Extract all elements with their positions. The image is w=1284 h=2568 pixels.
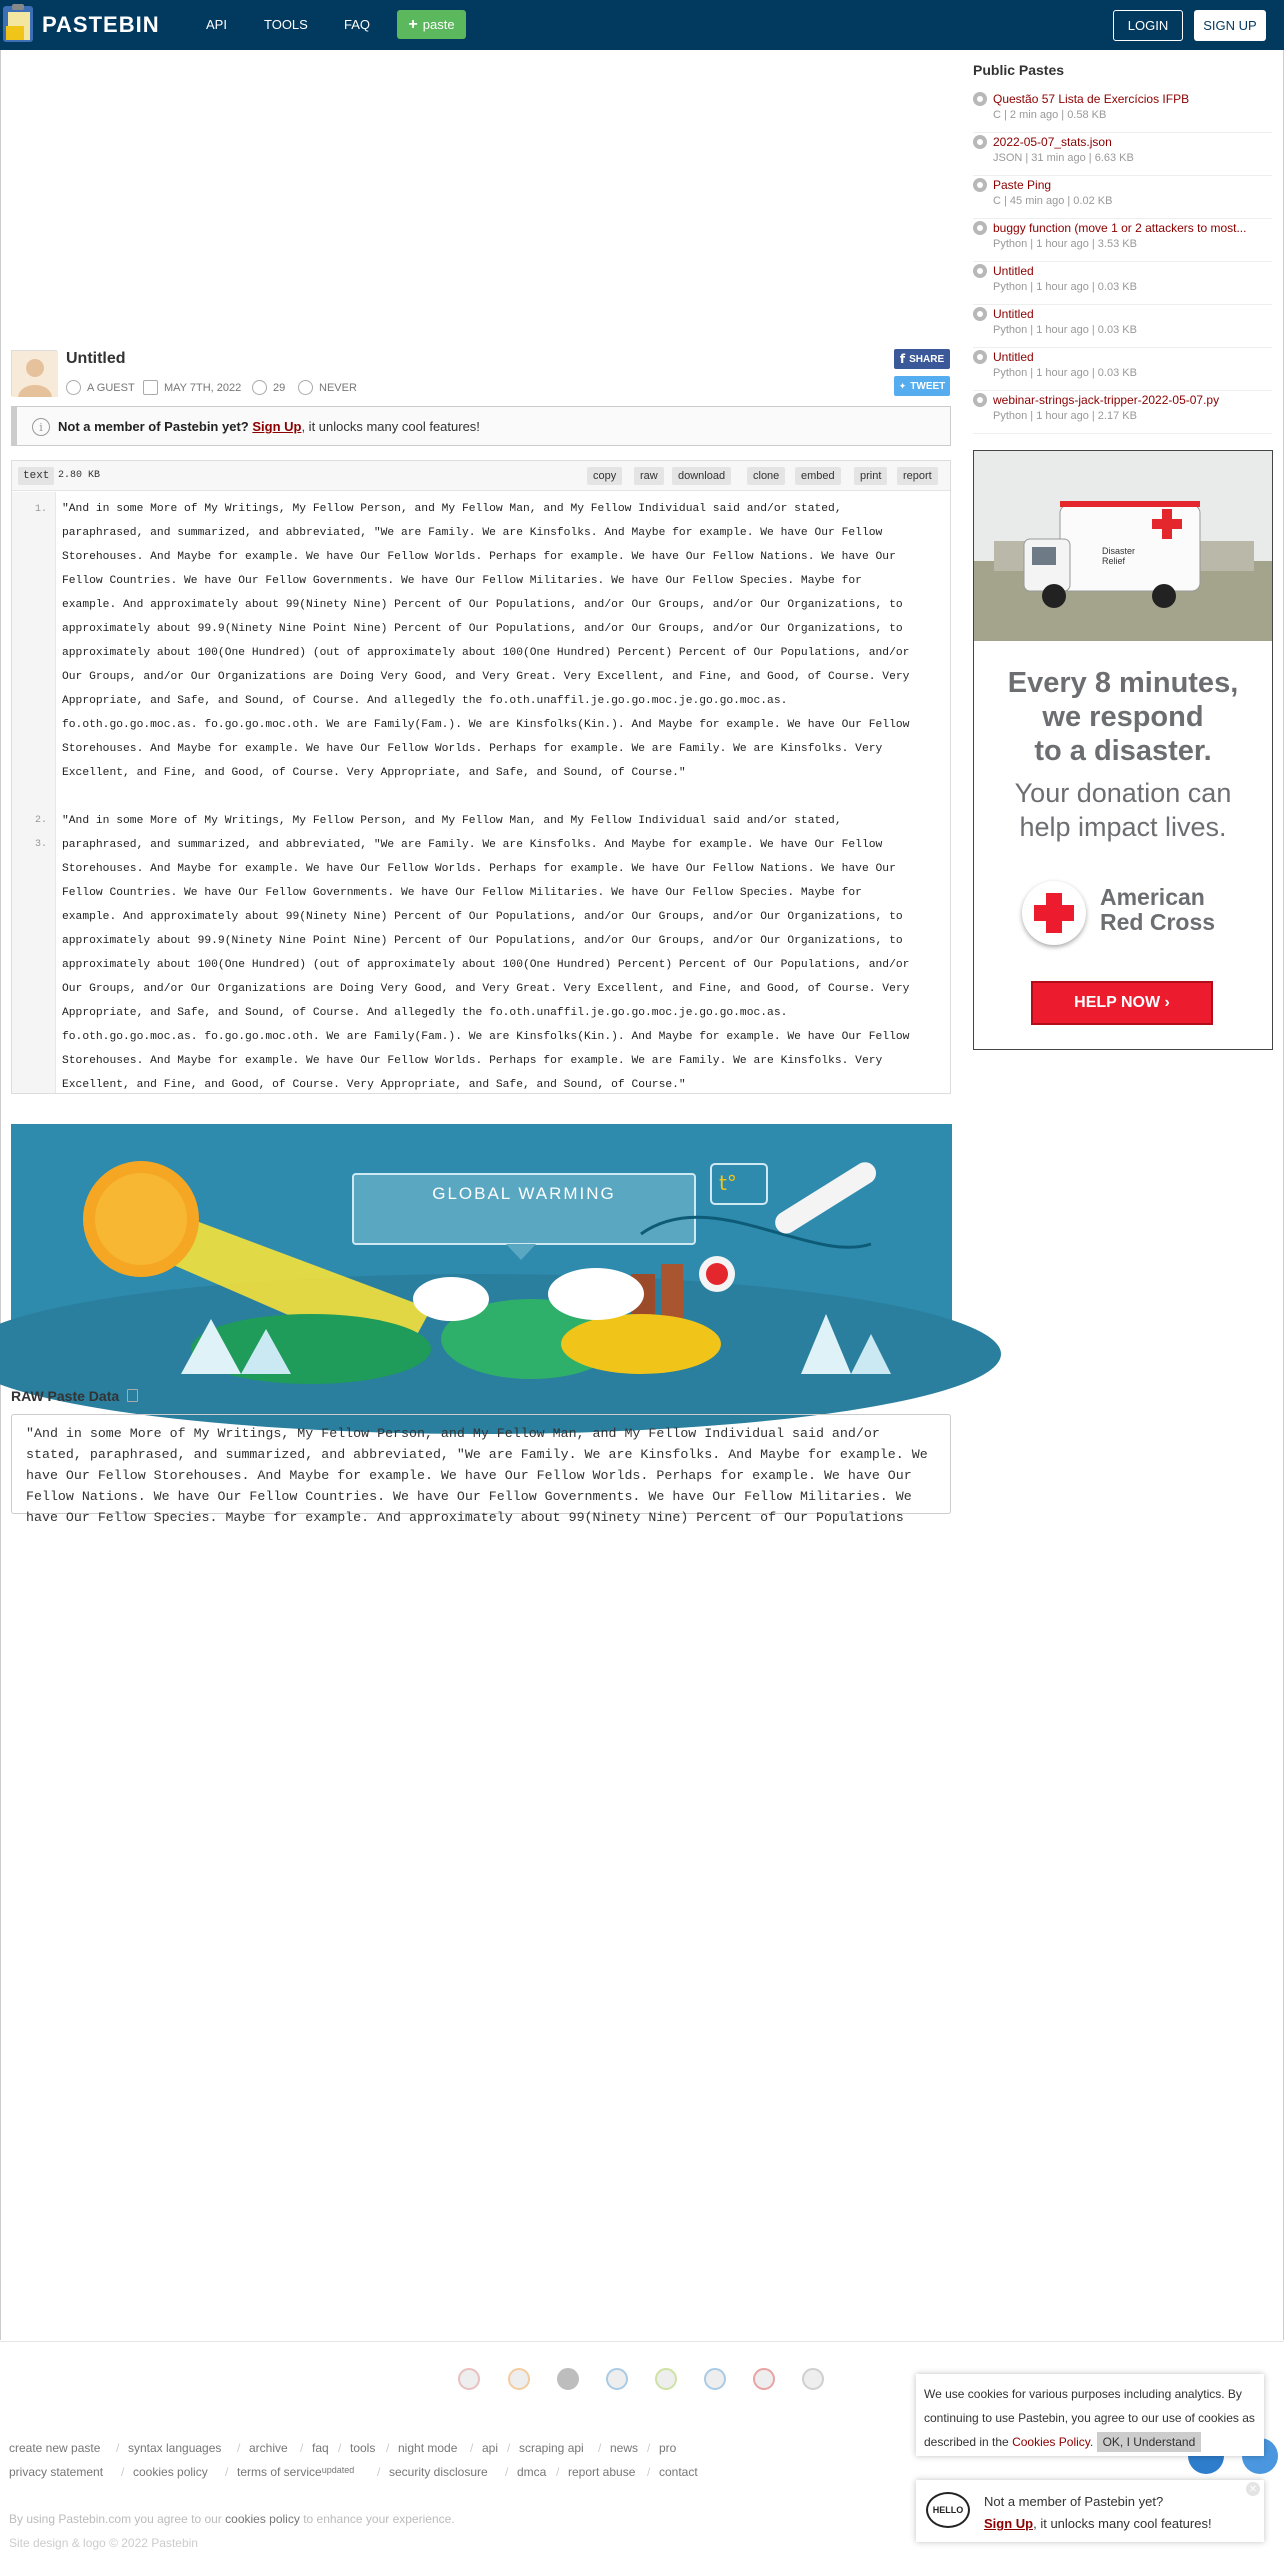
help-now-button[interactable]: HELP NOW ›: [1031, 981, 1213, 1025]
hello-speech-bubble-icon: HELLO: [926, 2492, 970, 2528]
raw-paste-title: RAW Paste Data: [11, 1388, 120, 1404]
ad-headline-line: to a disaster.: [1034, 735, 1212, 767]
public-paste-meta: Python | 1 hour ago | 3.53 KB: [993, 238, 1137, 250]
meta-author[interactable]: [66, 380, 135, 395]
paste-date: MAY 7TH, 2022: [164, 381, 242, 394]
paste-title: Untitled: [66, 350, 126, 367]
notice-text: [58, 419, 480, 434]
public-paste-item[interactable]: [973, 176, 1272, 219]
paste-size: 2.80 KB: [58, 470, 101, 481]
raw-button[interactable]: raw: [634, 467, 664, 485]
code-text-line: fo.oth.go.go.moc.as. fo.go.go.moc.oth. We are Family(Fam.). We are Kinsfolks(Kin.). And Maybe for example. We have Our Fellow: [62, 1031, 910, 1043]
twitter-icon: ✦: [898, 380, 907, 391]
footer-link[interactable]: [312, 2441, 329, 2455]
code-text-line: Storehouses. And Maybe for example. We have Our Fellow Worlds. Perhaps for example. We are Family. We are Kinsfolks. Very: [62, 1055, 883, 1067]
red-cross-name: [1100, 885, 1215, 935]
footer-link-text: archive: [249, 2441, 288, 2455]
footer-link-text: create new paste: [9, 2441, 101, 2455]
cookie-message: We use cookies for various purposes including analytics. By continuing to use Pastebin, you agree to our use of cookies as described in the: [924, 2387, 1255, 2449]
public-paste-meta: Python | 1 hour ago | 2.17 KB: [993, 410, 1137, 422]
footer-separator: /: [505, 2465, 509, 2479]
footer-link-text: faq: [312, 2441, 329, 2455]
footer-copyright: Site design & logo © 2022 Pastebin: [9, 2536, 198, 2550]
footer-link[interactable]: [389, 2465, 488, 2479]
footer-separator: /: [377, 2465, 381, 2479]
public-paste-name[interactable]: Paste Ping: [993, 178, 1052, 192]
report-button[interactable]: report: [897, 467, 938, 485]
footer-link-text: scraping api: [519, 2441, 584, 2455]
footer-separator: /: [470, 2441, 474, 2455]
footer-separator: /: [338, 2441, 342, 2455]
footer-link-text: cookies policy: [133, 2465, 208, 2479]
author-name: A GUEST: [87, 381, 135, 394]
code-text-line: approximately about 99.9(Ninety Nine Point Nine) Percent of Our Populations, and/or Our Groups, and/or Our Organizations, to: [62, 935, 903, 947]
opera-extension-icon[interactable]: [753, 2368, 775, 2390]
footer-link-text: tools: [350, 2441, 376, 2455]
notice-bold: Not a member of Pastebin yet?: [58, 419, 249, 434]
footer-link-text: news: [610, 2441, 639, 2455]
public-paste-item[interactable]: [973, 90, 1272, 133]
code-text-line: approximately about 99.9(Ninety Nine Point Nine) Percent of Our Populations, and/or Our Groups, and/or Our Organizations, to: [62, 623, 903, 635]
line-number: 2.: [34, 815, 47, 826]
code-text-line: Storehouses. And Maybe for example. We have Our Fellow Worlds. Perhaps for example. We have Our Fellow Nations. We have Our: [62, 551, 896, 563]
copy-raw-icon[interactable]: [127, 1389, 138, 1402]
calendar-icon: [143, 380, 158, 395]
code-text-line: paraphrased, and summarized, and abbreviated, "We are Family. We are Kinsfolks. And Maybe for example. We have Our Fellow: [62, 527, 883, 539]
org-line: Red Cross: [1100, 909, 1216, 935]
code-text-line: Fellow Countries. We have Our Fellow Governments. We have Our Fellow Militaries. We have Our Fellow Species. Maybe for: [62, 575, 862, 587]
ambulance-photo: [974, 451, 1272, 641]
print-button[interactable]: print: [854, 467, 887, 485]
banner-label: GLOBAL WARMING: [432, 1184, 616, 1203]
new-paste-label: paste: [422, 17, 455, 32]
ad-subtext: [974, 776, 1272, 844]
public-paste-meta: C | 2 min ago | 0.58 KB: [993, 109, 1107, 121]
plus-icon: +: [408, 15, 418, 33]
public-paste-meta: C | 45 min ago | 0.02 KB: [993, 195, 1113, 207]
code-text-line: Storehouses. And Maybe for example. We have Our Fellow Worlds. Perhaps for example. We have Our Fellow Nations. We have Our: [62, 863, 896, 875]
van-text: Disaster Relief: [1102, 546, 1136, 566]
code-text-line: Appropriate, and Safe, and Sound, of Course. And allegedly the fo.oth.unaffil.je.go.go.moc.je.go.go.moc.as.: [62, 695, 788, 707]
raw-paste-textarea[interactable]: "And in some More of My Writings, My Fellow Person, and My Fellow Man, and My Fellow Individual said and/or stated, paraphrased, and summarized, and abbreviated, "We are Family. We are Kinsfolks. And Maybe for example. We have Our Fellow Storehouses. And Maybe for example. We have Our Fellow Worlds. Perhaps for example. We have Our Fellow Nations. We have Our Fellow Countries. We have Our Fellow Governments. We have Our Fellow Militaries. We have Our Fellow Species. Maybe for example. And approximately about 99(Ninety Nine) Percent of Our Populations: [11, 1414, 951, 1514]
updated-badge: updated: [321, 2465, 355, 2475]
code-toolbar: [12, 461, 950, 491]
view-count: 29: [273, 381, 286, 394]
ad-sub-line: Your donation can: [1014, 778, 1232, 808]
footer-link-text: pro: [659, 2441, 677, 2455]
code-text-line: Our Groups, and/or Our Organizations are Doing Very Good, and Very Great. Very Excellent, and Fine, and Good, of Course. Very: [62, 983, 910, 995]
public-paste-meta: Python | 1 hour ago | 0.03 KB: [993, 324, 1137, 336]
public-paste-name[interactable]: Untitled: [993, 307, 1034, 321]
footer-link-text: syntax languages: [128, 2441, 222, 2455]
public-paste-meta: Python | 1 hour ago | 0.03 KB: [993, 367, 1137, 379]
footer-separator: /: [386, 2441, 390, 2455]
footer-separator: /: [225, 2465, 229, 2479]
login-button[interactable]: LOGIN: [1113, 10, 1183, 41]
notice-signup-link[interactable]: Sign Up: [252, 419, 302, 434]
embed-button[interactable]: embed: [795, 467, 841, 485]
meta-views: [252, 380, 285, 395]
share-label: SHARE: [909, 353, 945, 365]
user-icon: [66, 380, 81, 395]
public-paste-item[interactable]: [973, 391, 1272, 434]
code-text-line: "And in some More of My Writings, My Fellow Person, and My Fellow Man, and My Fellow Individual said and/or stated,: [62, 503, 842, 515]
paste-globe-icon: [973, 393, 987, 407]
ad-headline-line: we respond: [1042, 701, 1204, 733]
footer-link[interactable]: [610, 2441, 638, 2455]
hello-rest: , it unlocks many cool features!: [1033, 2516, 1212, 2531]
line-number: 1.: [34, 504, 47, 515]
meta-date: [143, 380, 241, 395]
cookie-ok-button[interactable]: OK, I Understand: [1097, 2432, 1202, 2452]
paste-globe-icon: [973, 221, 987, 235]
footer-separator: /: [300, 2441, 304, 2455]
ad-headline: [974, 666, 1272, 768]
footer-link-text: dmca: [517, 2465, 547, 2479]
paste-code-box: [11, 460, 951, 1094]
code-text-line: example. And approximately about 99(Ninety Nine) Percent of Our Populations, and/or Our Groups, and/or Our Organizations, to: [62, 599, 903, 611]
ad-sub-line: help impact lives.: [1019, 812, 1227, 842]
footer-link[interactable]: [482, 2441, 498, 2455]
public-paste-name[interactable]: Questão 57 Lista de Exercícios IFPB: [993, 92, 1190, 106]
copy-button[interactable]: copy: [587, 467, 622, 485]
footer-note-before: By using Pastebin.com you agree to our: [9, 2512, 222, 2526]
page-border-left: [0, 50, 1, 2340]
ad-headline-line: Every 8 minutes,: [1007, 667, 1239, 699]
hello-signup-line: [984, 2516, 1212, 2531]
nav-faq[interactable]: FAQ: [344, 17, 371, 32]
notice-rest: , it unlocks many cool features!: [301, 419, 480, 434]
footer-link-text: security disclosure: [389, 2465, 488, 2479]
footer-link[interactable]: [659, 2441, 676, 2455]
android-app-icon[interactable]: [655, 2368, 677, 2390]
code-text-line: Our Groups, and/or Our Organizations are Doing Very Good, and Very Great. Very Excellent, and Fine, and Good, of Course. Very: [62, 671, 910, 683]
twitter-tweet-button[interactable]: [894, 376, 950, 396]
footer-link-text: report abuse: [568, 2465, 636, 2479]
cookies-policy-link[interactable]: Cookies Policy: [1012, 2435, 1090, 2449]
footer-link[interactable]: [249, 2441, 288, 2455]
expiry-value: NEVER: [319, 381, 357, 394]
code-text-line: Excellent, and Fine, and Good, of Course. Very Appropriate, and Safe, and Sound, of Course.": [62, 1079, 686, 1091]
linux-app-icon[interactable]: [802, 2368, 824, 2390]
paste-globe-icon: [973, 92, 987, 106]
guest-avatar: [11, 350, 57, 396]
footer-cookie-note: [9, 2512, 455, 2526]
public-paste-meta: JSON | 31 min ago | 6.63 KB: [993, 152, 1134, 164]
nav-api[interactable]: API: [206, 17, 227, 32]
mac-app-icon[interactable]: [704, 2368, 726, 2390]
footer-link[interactable]: [9, 2465, 103, 2479]
public-paste-name[interactable]: Untitled: [993, 264, 1034, 278]
footer-link[interactable]: [133, 2465, 208, 2479]
facebook-icon: f: [899, 352, 906, 366]
tweet-label: TWEET: [910, 380, 946, 392]
clone-button[interactable]: clone: [747, 467, 785, 485]
footer-link[interactable]: [9, 2441, 100, 2455]
eye-icon: [252, 380, 267, 395]
clock-icon: [298, 380, 313, 395]
paste-globe-icon: [973, 307, 987, 321]
footer-separator: /: [121, 2465, 125, 2479]
chrome-extension-icon[interactable]: [458, 2368, 480, 2390]
windows-app-icon[interactable]: [606, 2368, 628, 2390]
public-pastes-heading: Public Pastes: [973, 62, 1065, 78]
footer-divider: [0, 2341, 1284, 2342]
hello-signup-popup: [916, 2480, 1264, 2542]
header-bar: [0, 0, 1284, 50]
footer-cookies-policy-link[interactable]: cookies policy: [225, 2512, 300, 2526]
public-paste-item[interactable]: [973, 305, 1272, 348]
meta-expiry: [298, 380, 357, 395]
footer-separator: /: [556, 2465, 560, 2479]
footer-link-text: privacy statement: [9, 2465, 104, 2479]
notice-accent-bar: [12, 407, 17, 445]
public-paste-item[interactable]: [973, 348, 1272, 391]
facebook-share-button[interactable]: [894, 349, 950, 369]
new-paste-button[interactable]: [397, 10, 466, 39]
thermometer-icon: t°: [719, 1171, 737, 1195]
code-text-line: approximately about 100(One Hundred) (out of approximately about 100(One Hundred) Percent) Percent of Our Populations, and/or: [62, 959, 910, 971]
footer-link[interactable]: [237, 2465, 354, 2479]
footer-separator: /: [237, 2441, 241, 2455]
code-text-line: example. And approximately about 99(Ninety Nine) Percent of Our Populations, and/or Our Groups, and/or Our Organizations, to: [62, 911, 903, 923]
code-text-line: approximately about 100(One Hundred) (out of approximately about 100(One Hundred) Percent) Percent of Our Populations, and/or: [62, 647, 910, 659]
public-paste-item[interactable]: [973, 219, 1272, 262]
footer-link[interactable]: [568, 2465, 635, 2479]
public-paste-name[interactable]: Untitled: [993, 350, 1034, 364]
code-text-line: Appropriate, and Safe, and Sound, of Course. And allegedly the fo.oth.unaffil.je.go.go.moc.je.go.go.moc.as.: [62, 1007, 788, 1019]
paste-globe-icon: [973, 350, 987, 364]
cookie-text: We use cookies for various purposes including analytics. By continuing to use Pastebin, you agree to our use of cookies as described in the Cookies Policy. OK, I Understand: [924, 2382, 1256, 2454]
firefox-extension-icon[interactable]: [508, 2368, 530, 2390]
footer-separator: /: [647, 2441, 651, 2455]
org-line: American: [1100, 884, 1205, 910]
code-text-line: fo.oth.go.go.moc.as. fo.go.go.moc.oth. We are Family(Fam.). We are Kinsfolks(Kin.). And Maybe for example. We have Our Fellow: [62, 719, 910, 731]
footer-link-text: contact: [659, 2465, 698, 2479]
code-text-line: Fellow Countries. We have Our Fellow Governments. We have Our Fellow Militaries. We have Our Fellow Species. Maybe for: [62, 887, 862, 899]
red-cross-ad[interactable]: [973, 450, 1273, 1050]
download-button[interactable]: download: [672, 467, 731, 485]
public-paste-name[interactable]: 2022-05-07_stats.json: [993, 135, 1112, 149]
info-icon: i: [32, 418, 50, 436]
paste-globe-icon: [973, 135, 987, 149]
footer-link-text: terms of service: [237, 2465, 322, 2479]
line-number: 3.: [34, 839, 47, 850]
signup-button[interactable]: SIGN UP: [1194, 10, 1266, 41]
cookie-consent-popup: [916, 2374, 1264, 2456]
footer-separator: /: [598, 2441, 602, 2455]
public-paste-name[interactable]: webinar-strings-jack-tripper-2022-05-07.py: [993, 393, 1220, 407]
line-number-gutter: [12, 492, 56, 1093]
footer-separator: /: [647, 2465, 651, 2479]
paste-globe-icon: [973, 264, 987, 278]
public-paste-meta: Python | 1 hour ago | 0.03 KB: [993, 281, 1137, 293]
nav-tools[interactable]: TOOLS: [264, 17, 308, 32]
signup-notice: [11, 406, 951, 446]
paste-globe-icon: [973, 178, 987, 192]
ios-app-icon[interactable]: [557, 2368, 579, 2390]
public-paste-item[interactable]: [973, 262, 1272, 305]
footer-link[interactable]: [398, 2441, 457, 2455]
footer-link-text: api: [482, 2441, 499, 2455]
footer-link[interactable]: [128, 2441, 221, 2455]
logo-text[interactable]: PASTEBIN: [42, 12, 160, 37]
footer-separator: /: [116, 2441, 120, 2455]
syntax-tag[interactable]: text: [18, 467, 54, 485]
footer-link[interactable]: [519, 2441, 584, 2455]
public-paste-item[interactable]: [973, 133, 1272, 176]
footer-link-text: night mode: [398, 2441, 458, 2455]
code-text-line: Excellent, and Fine, and Good, of Course. Very Appropriate, and Safe, and Sound, of Course.": [62, 767, 686, 779]
code-text-line: paraphrased, and summarized, and abbreviated, "We are Family. We are Kinsfolks. And Maybe for example. We have Our Fellow: [62, 839, 883, 851]
pastebin-logo-icon[interactable]: [0, 2, 38, 46]
close-icon[interactable]: ✕: [1246, 2482, 1260, 2496]
code-text-line: Storehouses. And Maybe for example. We have Our Fellow Worlds. Perhaps for example. We are Family. We are Kinsfolks. Very: [62, 743, 883, 755]
footer-link[interactable]: [350, 2441, 375, 2455]
footer-separator: /: [507, 2441, 511, 2455]
public-paste-name[interactable]: buggy function (move 1 or 2 attackers to most...: [993, 221, 1247, 235]
hello-text: Not a member of Pastebin yet?: [984, 2494, 1164, 2509]
global-warming-banner[interactable]: [11, 1124, 952, 1374]
footer-link[interactable]: [517, 2465, 546, 2479]
code-text-line: "And in some More of My Writings, My Fellow Person, and My Fellow Man, and My Fellow Individual said and/or stated,: [62, 815, 842, 827]
red-cross-logo-icon: [1022, 881, 1086, 945]
footer-note-after: to enhance your experience.: [303, 2512, 455, 2526]
hello-signup-link[interactable]: Sign Up: [984, 2516, 1034, 2531]
footer-link[interactable]: [659, 2465, 698, 2479]
